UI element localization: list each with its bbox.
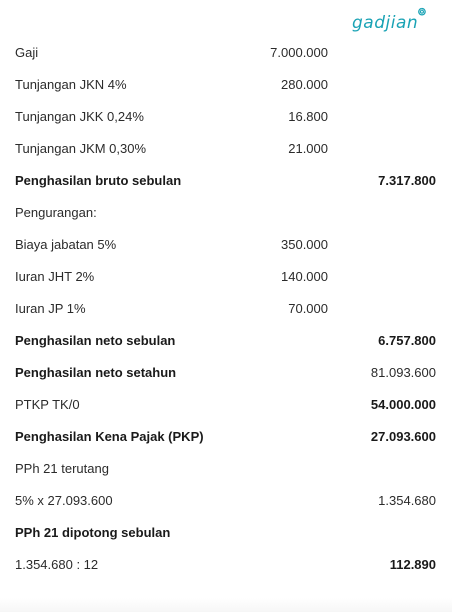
row-pkp — [0, 420, 452, 452]
row-component-value: 70.000 — [288, 301, 328, 316]
row-label: Tunjangan JKM 0,30% — [15, 141, 147, 156]
footer-band — [0, 598, 452, 612]
row-gaji — [0, 36, 452, 68]
row-label: Iuran JHT 2% — [15, 269, 95, 284]
row-penghasilan-neto-setahun — [0, 356, 452, 388]
row-tunjangan-jkn — [0, 68, 452, 100]
row-total-value: 1.354.680 — [378, 493, 436, 508]
row-total-value: 6.757.800 — [378, 333, 436, 348]
row-ptkp — [0, 388, 452, 420]
row-biaya-jabatan — [0, 228, 452, 260]
row-pph21-terutang-calc — [0, 484, 452, 516]
row-label: Iuran JP 1% — [15, 301, 86, 316]
row-pph21-terutang-heading — [0, 452, 452, 484]
row-total-value: 81.093.600 — [370, 365, 436, 380]
row-label: Gaji — [15, 45, 39, 60]
row-label: PPh 21 terutang — [15, 461, 109, 476]
row-label: Penghasilan neto sebulan — [15, 333, 176, 348]
row-label: 1.354.680 : 12 — [15, 557, 99, 572]
row-iuran-jp — [0, 292, 452, 324]
row-pengurangan-heading — [0, 196, 452, 228]
row-label: Pengurangan: — [15, 205, 97, 220]
row-pph21-dipotong-heading — [0, 516, 452, 548]
row-total-value: 27.093.600 — [370, 429, 436, 444]
row-component-value: 280.000 — [281, 77, 328, 92]
row-iuran-jht — [0, 260, 452, 292]
row-label: Biaya jabatan 5% — [15, 237, 117, 252]
row-component-value: 7.000.000 — [270, 45, 328, 60]
swirl-icon — [419, 9, 425, 15]
row-label: Penghasilan bruto sebulan — [15, 173, 182, 188]
row-label: Penghasilan neto setahun — [15, 365, 177, 380]
gadjian-logo-mark — [352, 4, 434, 34]
row-component-value: 140.000 — [281, 269, 328, 284]
gadjian-logo — [352, 4, 434, 34]
row-label: PTKP TK/0 — [15, 397, 80, 412]
row-component-value: 16.800 — [288, 109, 328, 124]
row-pph21-dipotong-calc — [0, 548, 452, 580]
row-total-value: 112.890 — [389, 557, 436, 572]
row-label: Penghasilan Kena Pajak (PKP) — [15, 429, 204, 444]
row-penghasilan-neto-sebulan — [0, 324, 452, 356]
row-label: PPh 21 dipotong sebulan — [15, 525, 171, 540]
row-label: Tunjangan JKN 4% — [15, 77, 127, 92]
row-label: Tunjangan JKK 0,24% — [15, 109, 144, 124]
gadjian-logo-wordmark: gadjian — [352, 13, 419, 33]
row-total-value: 54.000.000 — [370, 397, 436, 412]
row-label: 5% x 27.093.600 — [15, 493, 113, 508]
row-component-value: 21.000 — [288, 141, 328, 156]
row-component-value: 350.000 — [281, 237, 328, 252]
row-tunjangan-jkk — [0, 100, 452, 132]
row-tunjangan-jkm — [0, 132, 452, 164]
row-total-value: 7.317.800 — [378, 173, 436, 188]
salary-tax-calculation — [0, 36, 452, 580]
row-penghasilan-bruto-sebulan — [0, 164, 452, 196]
